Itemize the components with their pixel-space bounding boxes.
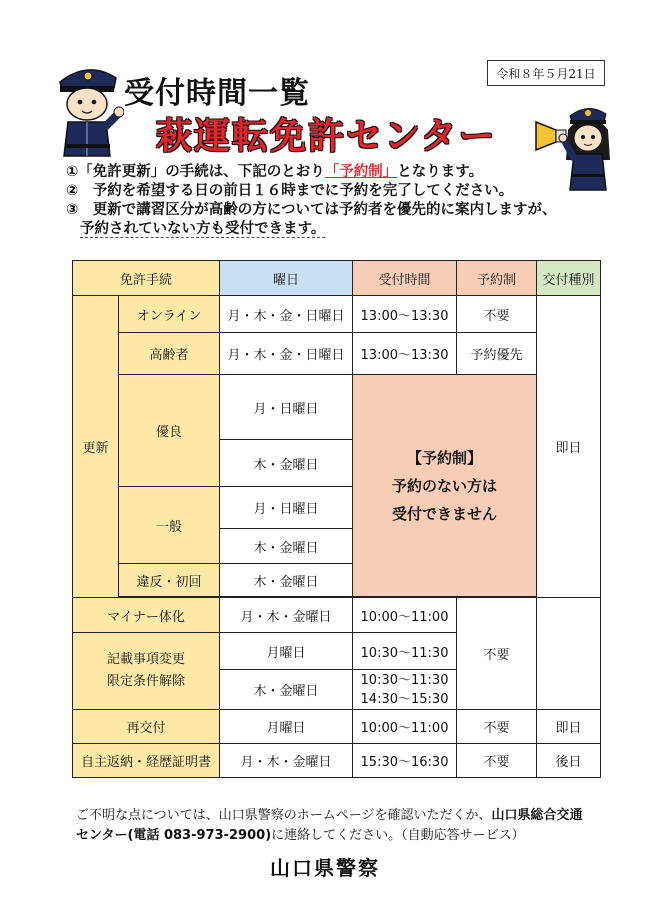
footer-note [76,806,583,846]
reissue-label: 再交付 [73,710,220,744]
reservation-line-1: 【予約制】 [406,448,482,467]
reissue-time: 10:00～11:00 [353,710,457,744]
header-time: 受付時間 [353,261,457,296]
return-days: 月・木・金曜日 [220,744,353,778]
center-name: 萩運転免許センター [156,116,497,157]
blank-issue [537,598,601,710]
change-label-1: 記載事項変更 [106,652,185,667]
page-title: 受付時間一覧 [124,76,310,111]
myna-label: マイナー体化 [73,598,220,633]
police-officer-mascot-icon [52,60,124,160]
footer-line-2a: センター(電話 083-973-2900) [76,828,272,843]
myna-time: 10:00～11:00 [353,598,457,633]
change-time-2b: 14:30～15:30 [360,691,449,707]
elderly-label: 高齢者 [119,333,220,375]
excellent-days-1: 月・日曜日 [220,375,353,440]
change-time-2 [353,670,457,710]
elderly-reservation: 予約優先 [457,333,537,375]
general-days-2: 木・金曜日 [220,529,353,564]
shared-reservation: 不要 [457,598,537,710]
elderly-time: 13:00～13:30 [353,333,457,375]
return-reservation: 不要 [457,744,537,778]
excellent-label: 優良 [119,375,220,487]
return-issue: 後日 [537,744,601,778]
note-3: ③ 更新で講習区分が高齢の方については予約者を優先的に案内しますが、 [66,202,557,218]
footer-line-2b: に連絡してください。（自動応答サービス） [271,828,525,843]
notes [66,163,556,239]
online-reservation: 不要 [457,296,537,333]
date-box [487,60,605,86]
header-issue: 交付種別 [537,261,601,296]
header-procedure: 免許手続 [73,261,220,296]
reissue-issue: 即日 [537,710,601,744]
violation-label: 違反・初回 [119,564,220,597]
note-3-continued: 予約されていない方も受付できます。 [80,221,326,237]
footer-line-1b: 山口県総合交通 [491,808,583,823]
online-label: オンライン [119,296,220,333]
change-time-2a: 10:30～11:30 [360,672,449,688]
change-days-1: 月曜日 [220,633,353,670]
change-label-2: 限定条件解除 [106,674,185,689]
note-1-highlight: 「予約制」 [324,164,398,180]
header-reservation: 予約制 [457,261,537,296]
note-1-suffix: となります。 [397,164,484,180]
change-days-2: 木・金曜日 [220,670,353,710]
online-time: 13:00～13:30 [353,296,457,333]
elderly-days: 月・木・金・日曜日 [220,333,353,375]
reservation-line-2: 予約のない方は [391,476,497,495]
organization-name: 山口県警察 [270,856,380,880]
renewal-issue: 即日 [537,296,601,598]
general-label: 一般 [119,487,220,564]
reservation-line-3: 受付できません [391,504,497,523]
note-1 [66,163,556,182]
reissue-days: 月曜日 [220,710,353,744]
reissue-reservation: 不要 [457,710,537,744]
general-days-1: 月・日曜日 [220,487,353,529]
return-time: 15:30～16:30 [353,744,457,778]
myna-days: 月・木・金曜日 [220,598,353,633]
schedule-table [72,260,601,778]
excellent-days-2: 木・金曜日 [220,440,353,487]
renewal-label: 更新 [73,296,119,598]
note-2: ② 予約を希望する日の前日１６時までに予約を完了してください。 [66,183,514,199]
change-label [73,633,220,710]
change-time-1: 10:30～11:30 [353,633,457,670]
footer-line-1a: ご不明な点については、山口県警察のホームページを確認いただくか、 [76,808,492,823]
note-1-prefix: ①「免許更新」の手続は、下記のとおり [66,164,325,180]
reservation-required-block [353,375,537,597]
return-label: 自主返納・経歴証明書 [73,744,220,778]
header-days: 曜日 [220,261,353,296]
online-days: 月・木・金・日曜日 [220,296,353,333]
date-text: 令和８年５月21日 [496,66,596,81]
violation-days: 木・金曜日 [220,564,353,597]
